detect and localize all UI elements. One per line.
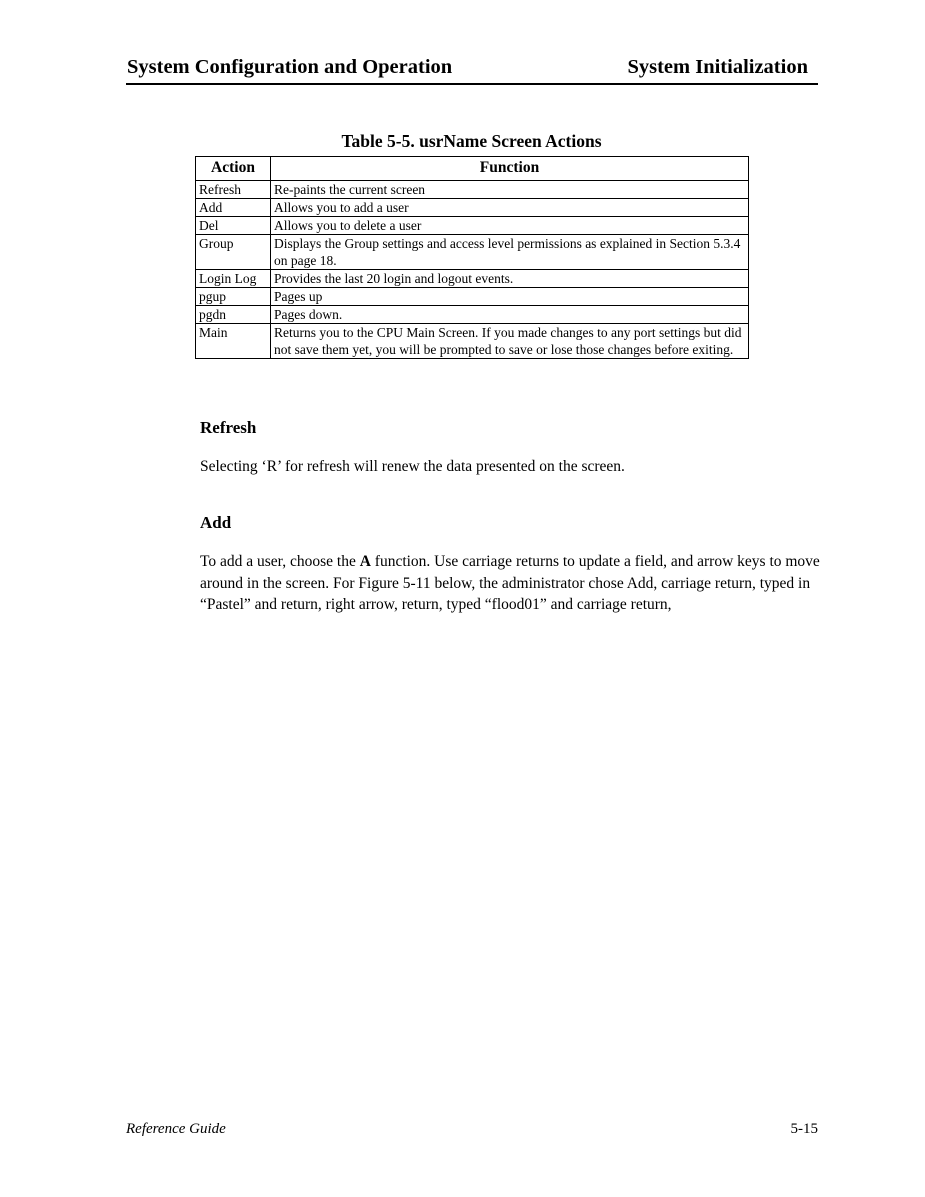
table-header-row [196,157,749,181]
function-cell: Provides the last 20 login and logout events. [271,270,749,288]
page-header [126,55,818,85]
table-row [196,181,749,199]
action-cell: pgup [196,288,271,306]
function-cell: Pages up [271,288,749,306]
action-cell: Refresh [196,181,271,199]
footer-document-title: Reference Guide [126,1121,226,1137]
function-cell: Returns you to the CPU Main Screen. If you made changes to any port settings but did not save them yet, you will be prompted to save or lose those changes before exiting. [271,324,749,359]
table-row [196,217,749,235]
add-paragraph [200,551,820,616]
function-cell: Allows you to add a user [271,199,749,217]
section-heading-refresh: Refresh [200,418,257,437]
action-cell: pgdn [196,306,271,324]
function-cell: Re-paints the current screen [271,181,749,199]
action-cell: Group [196,235,271,270]
table-row [196,306,749,324]
table-row [196,235,749,270]
refresh-paragraph: Selecting ‘R’ for refresh will renew the data presented on the screen. [200,458,625,475]
table-row [196,199,749,217]
action-cell: Del [196,217,271,235]
header-chapter-title: System Configuration and Operation [127,56,453,78]
function-cell: Displays the Group settings and access level permissions as explained in Section 5.3.4 on page 18. [271,235,749,270]
function-cell: Allows you to delete a user [271,217,749,235]
table-caption: Table 5-5. usrName Screen Actions [341,131,602,151]
section-heading-add: Add [200,513,232,532]
column-header-function: Function [271,157,749,181]
function-cell: Pages down. [271,306,749,324]
add-function-key: A [359,553,371,570]
add-paragraph-text-start: To add a user, choose the [200,553,360,570]
header-section-title: System Initialization [627,56,808,78]
add-paragraph-text-end: function. Use carriage returns to update a field, and arrow keys to move around in the screen. For Figure 5-11 below, the administrator chose Add, carriage return, typed in “Pastel” and return, right arrow, return, typed “flood01” and carriage return, [200,553,820,613]
actions-table [195,156,749,359]
table-row [196,270,749,288]
action-cell: Add [196,199,271,217]
table-row [196,324,749,359]
action-cell: Main [196,324,271,359]
column-header-action: Action [196,157,271,181]
table-row [196,288,749,306]
page-number: 5-15 [790,1121,818,1137]
action-cell: Login Log [196,270,271,288]
